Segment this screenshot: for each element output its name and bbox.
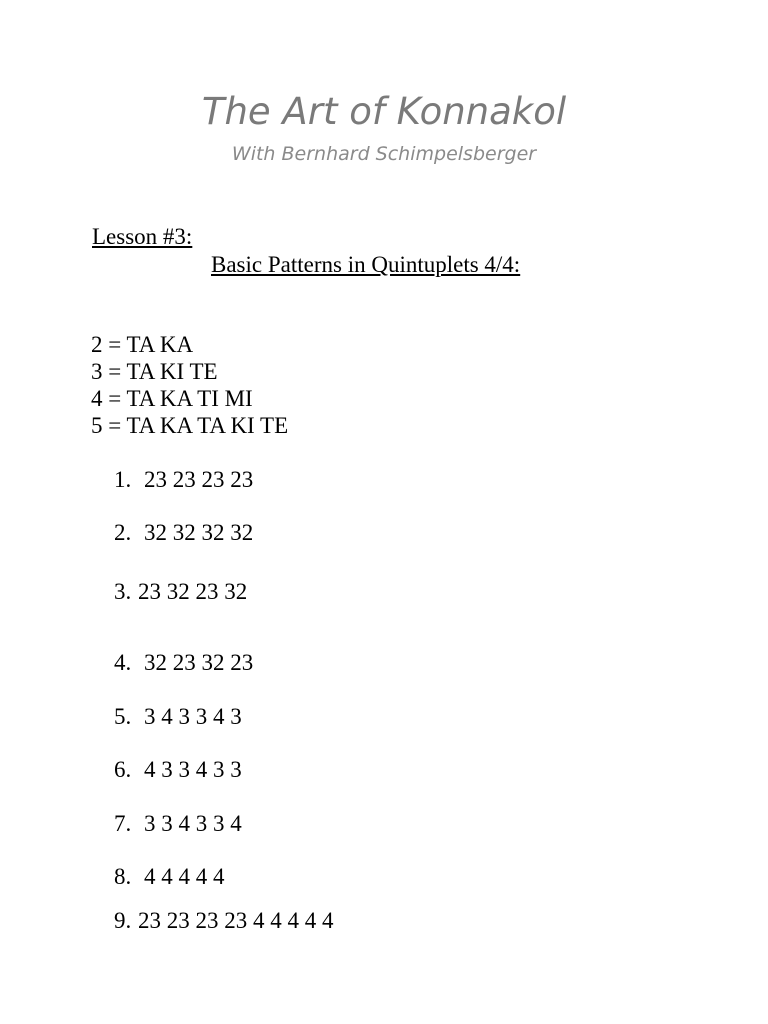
definition-line: 2 = TA KA <box>91 332 194 357</box>
document-subtitle: With Bernhard Schimpelsberger <box>231 143 537 165</box>
exercise-item <box>114 650 253 676</box>
lesson-heading: Basic Patterns in Quintuplets 4/4: <box>211 252 521 277</box>
definition-line: 5 = TA KA TA KI TE <box>91 413 289 438</box>
exercise-item <box>114 811 242 837</box>
exercise-item <box>114 467 253 493</box>
exercise-item <box>114 864 225 890</box>
exercise-number: 7. <box>114 811 132 836</box>
exercise-number: 1. <box>114 467 132 492</box>
exercise-number: 3. <box>114 579 132 604</box>
exercise-number: 5. <box>114 704 132 729</box>
exercise-pattern: 4 3 3 4 3 3 <box>144 757 242 782</box>
exercise-pattern: 4 4 4 4 4 <box>144 864 225 889</box>
exercise-item <box>114 520 253 546</box>
exercise-item <box>114 579 247 605</box>
exercise-pattern: 23 32 23 32 <box>138 579 248 604</box>
exercise-item <box>114 757 242 783</box>
exercise-number: 2. <box>114 520 132 545</box>
exercise-number: 8. <box>114 864 132 889</box>
exercise-pattern: 23 23 23 23 <box>144 467 254 492</box>
exercise-pattern: 3 3 4 3 3 4 <box>144 811 242 836</box>
definition-line: 4 = TA KA TI MI <box>91 386 253 411</box>
exercise-pattern: 32 23 32 23 <box>144 650 254 675</box>
exercise-pattern: 23 23 23 23 4 4 4 4 4 <box>138 908 334 933</box>
exercise-number: 9. <box>114 908 132 933</box>
exercise-number: 4. <box>114 650 132 675</box>
definition-line: 3 = TA KI TE <box>91 359 218 384</box>
document-title: The Art of Konnakol <box>201 90 567 133</box>
exercise-pattern: 32 32 32 32 <box>144 520 254 545</box>
exercise-item <box>114 704 242 730</box>
exercise-item <box>114 908 334 934</box>
lesson-label: Lesson #3: <box>92 224 193 249</box>
exercise-pattern: 3 4 3 3 4 3 <box>144 704 242 729</box>
exercise-number: 6. <box>114 757 132 782</box>
